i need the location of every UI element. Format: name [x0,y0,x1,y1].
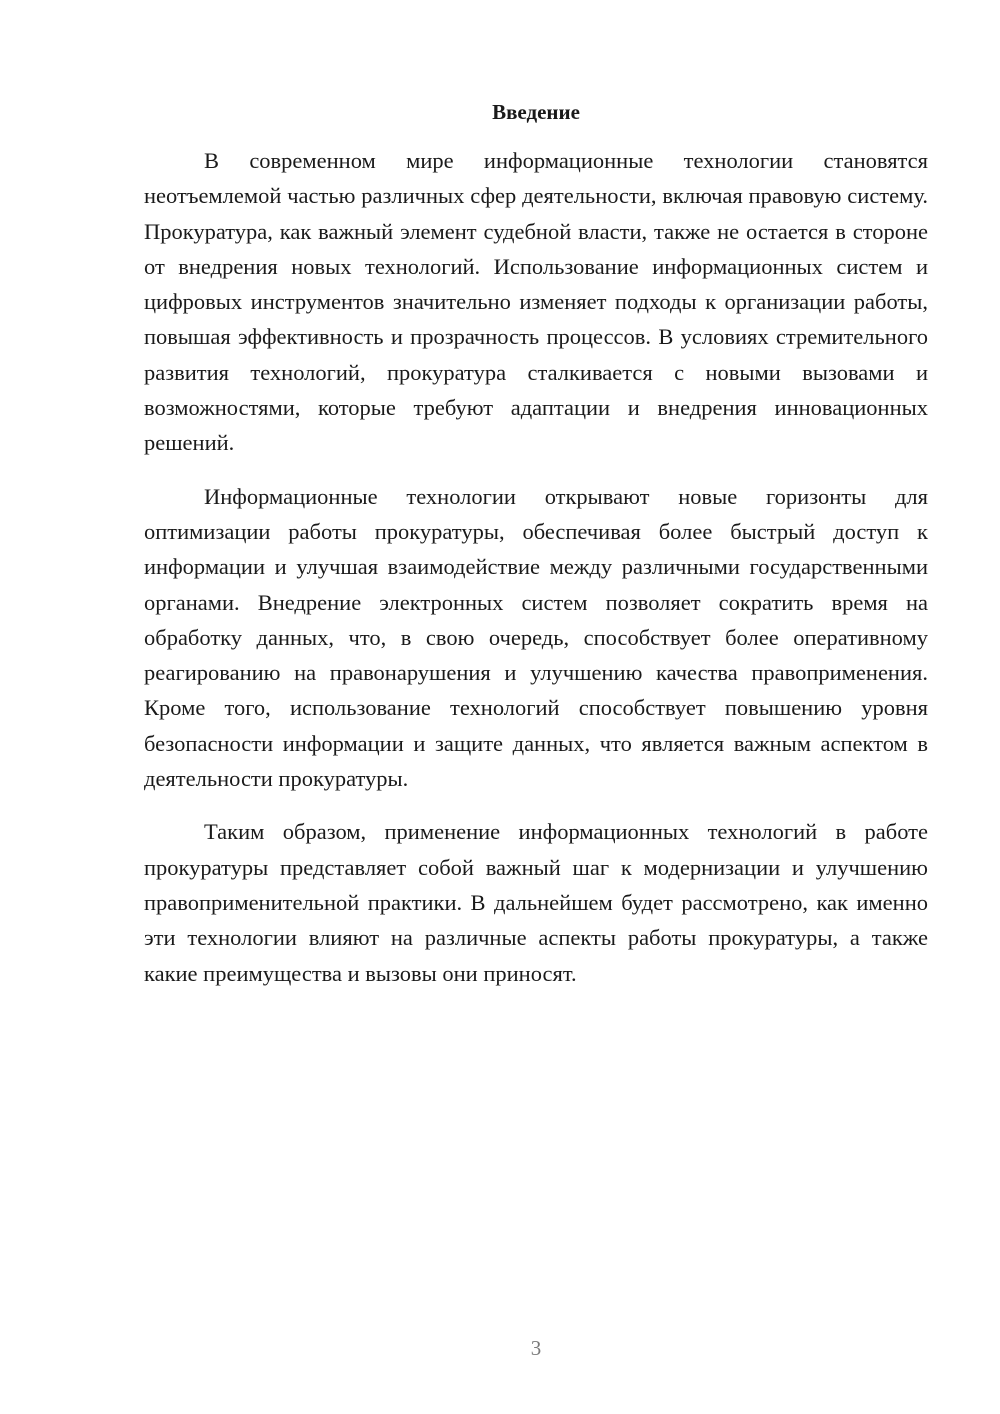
page-number: 3 [530,1336,542,1360]
paragraph-2: Информационные технологии открывают новые горизонты для оптимизации работы прокуратуры, обеспечивая более быстрый доступ к информации и улучшая взаимодействие между различными государственными органами. Внедрение электронных систем позволяет сократить время на обработку данных, что, в свою очередь, способствует более оперативному реагированию на правонарушения и улучшению качества правоприменения. Кроме того, использование технологий способствует повышению уровня безопасности информации и защите данных, что является важным аспектом в деятельности прокуратуры. [144,483,928,792]
paragraph-3: Таким образом, применение информационных технологий в работе прокуратуры представляет собой важный шаг к модернизации и улучшению правоприменительной практики. В дальнейшем будет рассмотрено, как именно эти технологии влияют на различные аспекты работы прокуратуры, а также какие преимущества и вызовы они приносят. [144,819,928,986]
body-text [144,143,928,1009]
paragraph-1: В современном мире информационные технологии становятся неотъемлемой частью различных сфер деятельности, включая правовую систему. Прокуратура, как важный элемент судебной власти, также не остается в стороне от внедрения новых технологий. Использование информационных систем и цифровых инструментов значительно изменяет подходы к организации работы, повышая эффективность и прозрачность процессов. В условиях стремительного развития технологий, прокуратура сталкивается с новыми вызовами и возможностями, которые требуют адаптации и внедрения инновационных решений. [144,148,928,456]
page-title: Введение [492,100,580,124]
